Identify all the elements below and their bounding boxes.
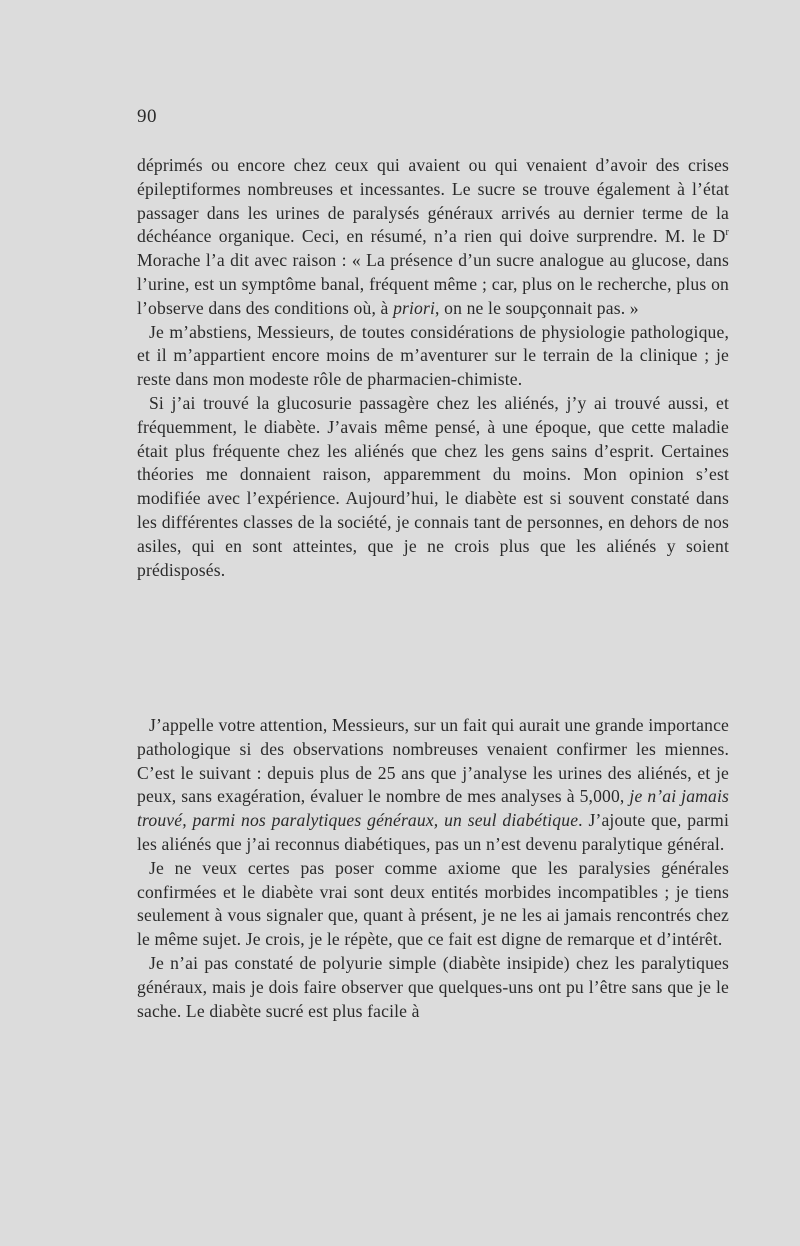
paragraph-physiologie: Je m’abstiens, Messieurs, de toutes considérations de physiologie pathologique, et il m’appartient encore moins de m’aventurer sur le terrain de la clinique ; je reste dans mon modeste rôle de pharmacien-chimiste. bbox=[137, 321, 729, 390]
text-block-lower bbox=[137, 714, 729, 1023]
paragraph-text: Morache l’a dit avec raison : « La présence d’un sucre analogue au glucose, dans l’urine, est un symptôme banal, fréquent même ; car, plus on le recherche, plus on l’observe dans des conditions où, à bbox=[137, 250, 729, 318]
paragraph-continued bbox=[137, 154, 729, 321]
page-number: 90 bbox=[137, 106, 157, 127]
paragraph-attention bbox=[137, 714, 729, 857]
paragraph-axiome: Je ne veux certes pas poser comme axiome que les paralysies générales confirmées et le diabète vrai sont deux entités morbides incompatibles ; je tiens seulement à vous signaler que, quant à présent, je ne les ai jamais rencontrés chez le même sujet. Je crois, je le répète, que ce fait est digne de remarque et d’intérêt. bbox=[137, 857, 729, 950]
paragraph-text: J’appelle votre attention, Messieurs, sur un fait qui aurait une grande importance pathologique si des observations nombreuses venaient confirmer les miennes. C’est le suivant : depuis plus de 25 ans que j’analyse les urines des aliénés, et je peux, sans exagération, évaluer le nombre de mes analyses à 5,000, bbox=[137, 715, 729, 807]
paragraph-text: , on ne le soupçonnait pas. » bbox=[435, 297, 639, 318]
text-block-upper bbox=[137, 154, 729, 582]
paragraph-polyurie: Je n’ai pas constaté de polyurie simple (diabète insipide) chez les paralytiques généraux, mais je dois faire observer que quelques-uns ont pu l’être sans que je le sache. Le diabète sucré est plus facile à bbox=[137, 952, 729, 1021]
superscript-r: r bbox=[725, 227, 729, 239]
italic-priori: priori bbox=[393, 297, 436, 318]
paragraph-text: . J’ajoute que, parmi les aliénés que j’ai reconnus diabétiques, pas un n’est devenu paralytique général. bbox=[137, 810, 729, 854]
italic-statement: je n’ai jamais trouvé, parmi nos paralytiques généraux, un seul diabétique bbox=[137, 786, 730, 831]
paragraph-text: déprimés ou encore chez ceux qui avaient ou qui venaient d’avoir des crises épileptiformes nombreuses et incessantes. Le sucre se trouve également à l’état passager dans les urines de paralysés généraux arrivés au dernier terme de la déchéance organique. Ceci, en résumé, n’a rien qui doive surprendre. M. le D bbox=[137, 155, 729, 247]
paragraph-glucosurie: Si j’ai trouvé la glucosurie passagère chez les aliénés, j’y ai trouvé aussi, et fréquemment, le diabète. J’avais même pensé, à une époque, que cette maladie était plus fréquente chez les aliénés que chez les gens sains d’esprit. Certaines théories me donnaient raison, apparemment du moins. Mon opinion s’est modifiée avec l’expérience. Aujourd’hui, le diabète est si souvent constaté dans les différentes classes de la société, je connais tant de personnes, en dehors de nos asiles, qui en sont atteintes, que je ne crois plus que les aliénés y soient prédisposés. bbox=[137, 392, 729, 580]
